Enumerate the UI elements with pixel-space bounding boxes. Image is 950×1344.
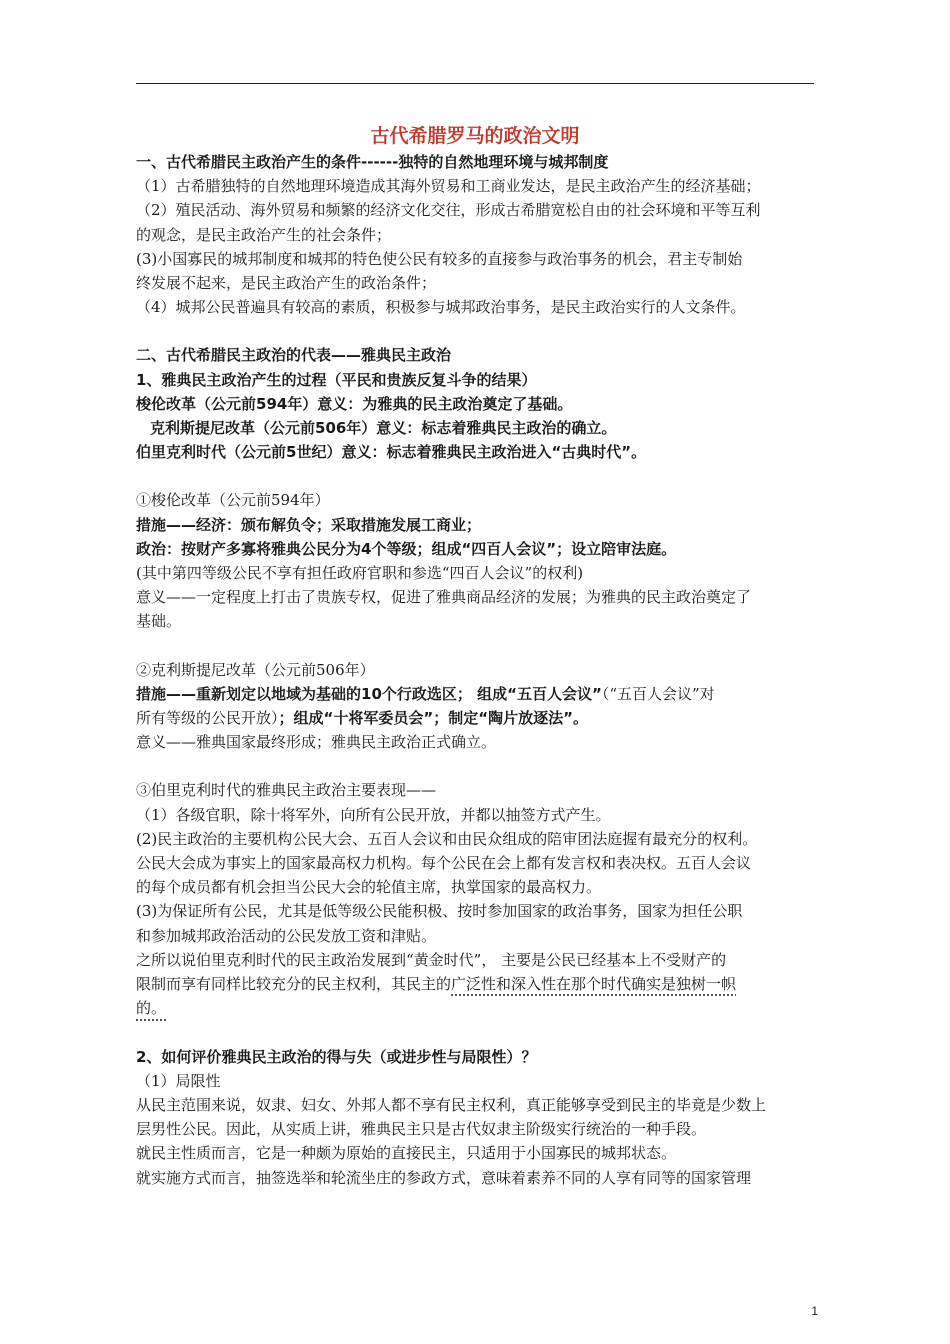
cleisthenes-heading: ②克利斯提尼改革（公元前506年） (136, 660, 375, 679)
paragraph-line: 就民主性质而言，它是一种颇为原始的直接民主，只适用于小国寡民的城邦状态。 (136, 1144, 677, 1163)
paragraph-line: 的观念，是民主政治产生的社会条件； (136, 225, 392, 244)
paragraph-line: 之所以说伯里克利时代的民主政治发展到“黄金时代”， 主要是公民已经基本上不受财产的 (136, 950, 727, 969)
paragraph-line: （1）古希腊独特的自然地理环境造成其海外贸易和工商业发达，是民主政治产生的经济基础； (136, 177, 761, 196)
solon-significance: 意义——一定程度上打击了贵族专权，促进了雅典商品经济的发展；为雅典的民主政治奠定了 (136, 588, 752, 607)
paragraph-line: （2）殖民活动、海外贸易和频繁的经济文化交往，形成古希腊宽松自由的社会环境和平等互利 (136, 201, 761, 220)
cleisthenes-measures-bold: 措施——重新划定以地域为基础的10个行政选区； 组成“五百人会议” (136, 684, 602, 703)
solon-politics: 政治：按财产多寡将雅典公民分为4个等级；组成“四百人会议”；设立陪审法庭。 (136, 539, 677, 558)
solon-significance-cont: 基础。 (136, 612, 182, 631)
spacer (136, 464, 818, 488)
spacer (136, 754, 818, 778)
section3-heading: 2、如何评价雅典民主政治的得与失（或进步性与局限性）？ (136, 1047, 537, 1066)
subsection-heading: 1、雅典民主政治产生的过程（平民和贵族反复斗争的结果） (136, 370, 537, 389)
paragraph-line: （4）城邦公民普遍具有较高的素质，积极参与城邦政治事务，是民主政治实行的人文条件。 (136, 298, 746, 317)
stage-pericles: 伯里克利时代（公元前5世纪）意义：标志着雅典民主政治进入“古典时代”。 (136, 443, 647, 462)
page-number: 1 (811, 1304, 818, 1318)
solon-note: (其中第四等级公民不享有担任政府官职和参选“四百人会议”的权利) (136, 564, 584, 583)
cleisthenes-measures-cont (136, 706, 818, 730)
cleisthenes-measures (136, 682, 818, 706)
paragraph-line (136, 996, 818, 1020)
pericles-last-head: 限制而享有同样比较充分的民主权利，其民主的 (136, 975, 452, 994)
paragraph-line: 和参加城邦政治活动的公民发放工资和津贴。 (136, 926, 437, 945)
stage-solon: 梭伦改革（公元前594年）意义：为雅典的民主政治奠定了基础。 (136, 394, 573, 413)
paragraph-line: 的每个成员都有机会担当公民大会的轮值主席，执掌国家的最高权力。 (136, 878, 602, 897)
document-body (136, 150, 818, 1190)
solon-heading: ①梭伦改革（公元前594年） (136, 491, 330, 510)
page-title: 古代希腊罗马的政治文明 (370, 125, 580, 147)
paragraph-line: 公民大会成为事实上的国家最高权力机构。每个公民在会上都有发言权和表决权。五百人会议 (136, 854, 752, 873)
stage-cleisthenes: 克利斯提尼改革（公元前506年）意义：标志着雅典民主政治的确立。 (150, 419, 617, 438)
cleisthenes-significance: 意义——雅典国家最终形成；雅典民主政治正式确立。 (136, 733, 497, 752)
spacer (136, 1021, 818, 1045)
header-rule (136, 83, 814, 84)
paragraph-line: 层男性公民。因此，从实质上讲，雅典民主只是古代奴隶主阶级实行统治的一种手段。 (136, 1120, 707, 1139)
pericles-heading: ③伯里克利时代的雅典民主政治主要表现—— (136, 781, 437, 800)
spacer (136, 319, 818, 343)
paragraph-line (136, 972, 818, 996)
spacer (136, 634, 818, 658)
limitations-heading: （1）局限性 (136, 1071, 221, 1090)
paragraph-line: 从民主范围来说，奴隶、妇女、外邦人都不享有民主权利，真正能够享受到民主的毕竟是少数上 (136, 1095, 767, 1114)
cleisthenes-line2-head: 所有等级的公民开放） (136, 709, 279, 728)
paragraph-line: 就实施方式而言，抽签选举和轮流坐庄的参政方式，意味着素养不同的人享有同等的国家管理 (136, 1168, 752, 1187)
emphasis-dotted-text: 广泛性和深入性在那个时代确实是独树一帜 (451, 975, 737, 994)
paragraph-line: (3)为保证所有公民，尤其是低等级公民能积极、按时参加国家的政治事务，国家为担任公职 (136, 902, 743, 921)
paragraph-line: (3)小国寡民的城邦制度和城邦的特色使公民有较多的直接参与政治事务的机会，君主专制始 (136, 249, 743, 268)
paragraph-line: 终发展不起来，是民主政治产生的政治条件； (136, 274, 437, 293)
solon-measures: 措施——经济：颁布解负令；采取措施发展工商业； (136, 515, 482, 534)
paragraph-line: (2)民主政治的主要机构公民大会、五百人会议和由民众组成的陪审团法庭握有最充分的权利。 (136, 829, 758, 848)
section1-heading: 一、古代希腊民主政治产生的条件------独特的自然地理环境与城邦制度 (136, 153, 609, 171)
cleisthenes-measures-tail: （“五百人会议”对 (601, 684, 715, 703)
emphasis-dotted-text: 的。 (136, 999, 167, 1018)
paragraph-line: （1）各级官职，除十将军外，向所有公民开放，并都以抽签方式产生。 (136, 805, 611, 824)
cleisthenes-line2-bold: ；组成“十将军委员会”；制定“陶片放逐法”。 (278, 709, 588, 728)
section2-heading: 二、古代希腊民主政治的代表——雅典民主政治 (136, 346, 452, 365)
